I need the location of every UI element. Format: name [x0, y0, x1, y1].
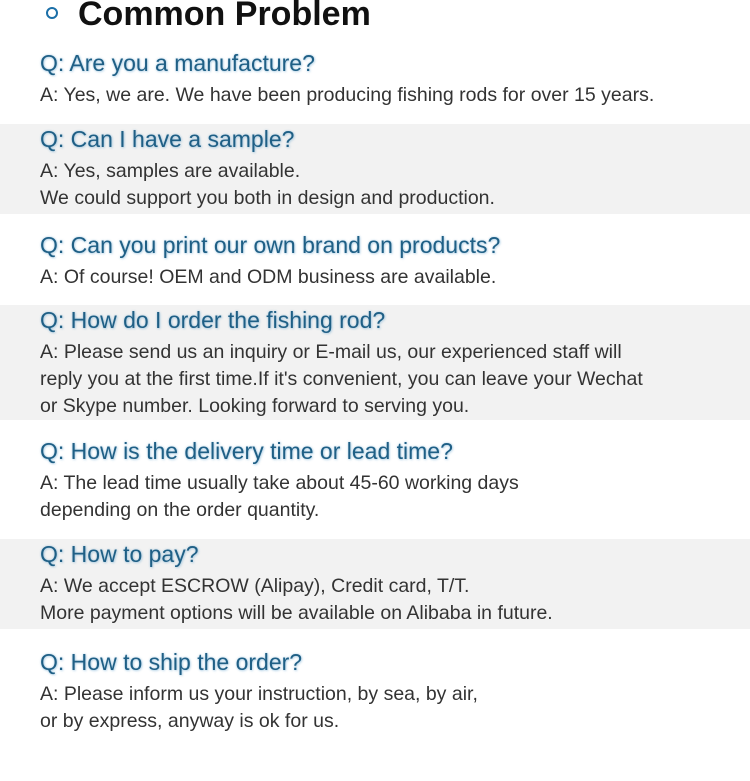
faq-answer — [40, 681, 750, 735]
faq-question: Q: Can I have a sample? — [40, 126, 295, 152]
faq-question: Q: How do I order the fishing rod? — [40, 307, 386, 333]
faq-question: Q: How to ship the order? — [40, 649, 303, 675]
faq-answer-line: A: Yes, we are. We have been producing fishing rods for over 15 years. — [40, 84, 655, 106]
faq-answer-line: depending on the order quantity. — [40, 499, 320, 521]
faq-answer — [40, 573, 750, 627]
faq-answer — [40, 264, 750, 291]
faq-question: Q: Can you print our own brand on products? — [40, 232, 501, 258]
faq-question: Q: How to pay? — [40, 541, 199, 567]
faq-item-shipping — [0, 647, 750, 747]
faq-item-delivery — [0, 436, 750, 536]
faq-answer-line: A: Yes, samples are available. — [40, 160, 301, 182]
page-header — [0, 0, 750, 40]
faq-question: Q: How is the delivery time or lead time? — [40, 438, 453, 464]
faq-answer — [40, 82, 750, 109]
faq-answer-line: or by express, anyway is ok for us. — [40, 710, 340, 732]
faq-answer-line: A: The lead time usually take about 45-60 working days — [40, 472, 519, 494]
faq-item-payment — [0, 539, 750, 629]
faq-answer-line: reply you at the first time.If it's convenient, you can leave your Wechat — [40, 368, 643, 390]
faq-answer-line: A: Of course! OEM and ODM business are available. — [40, 266, 497, 288]
faq-item-order — [0, 305, 750, 420]
bullet-circle-icon — [46, 7, 58, 19]
faq-item-brand — [0, 230, 750, 306]
faq-answer-line: A: Please inform us your instruction, by sea, by air, — [40, 683, 478, 705]
faq-answer-line: We could support you both in design and production. — [40, 187, 495, 209]
faq-answer-line: A: Please send us an inquiry or E-mail us, our experienced staff will — [40, 341, 622, 363]
faq-answer-line: or Skype number. Looking forward to serving you. — [40, 395, 470, 417]
faq-question: Q: Are you a manufacture? — [40, 50, 315, 76]
page-title: Common Problem — [78, 0, 371, 33]
faq-answer — [40, 470, 750, 524]
faq-answer-line: A: We accept ESCROW (Alipay), Credit card, T/T. — [40, 575, 470, 597]
faq-answer-line: More payment options will be available on Alibaba in future. — [40, 602, 553, 624]
faq-answer — [40, 339, 750, 420]
faq-item-manufacture — [0, 48, 750, 124]
faq-item-sample — [0, 124, 750, 214]
faq-answer — [40, 158, 750, 212]
